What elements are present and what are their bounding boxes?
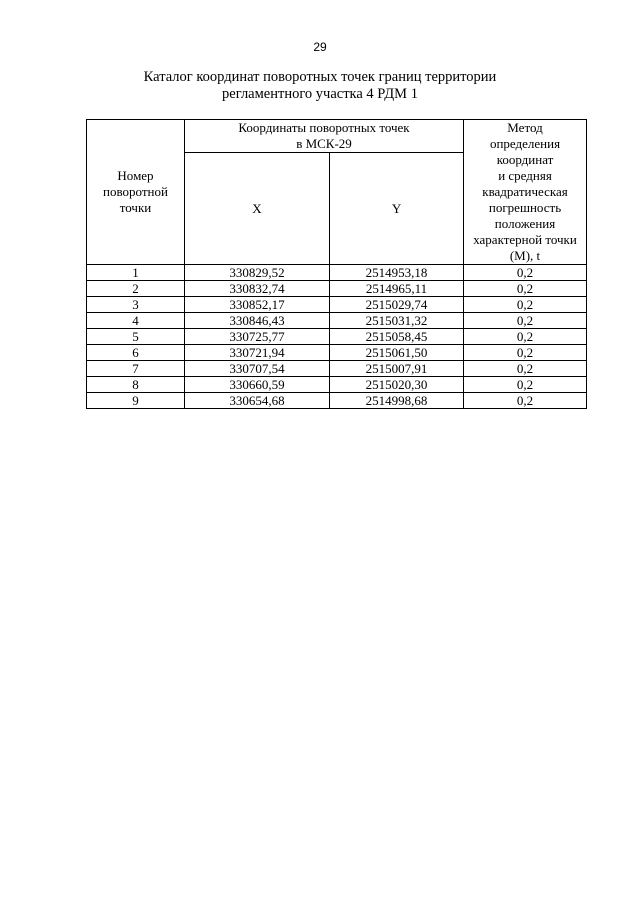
header-y: Y xyxy=(330,153,464,265)
cell-y: 2515058,45 xyxy=(330,329,464,345)
page-number: 29 xyxy=(313,40,327,54)
header-point-number: Номер поворотной точки xyxy=(87,120,185,265)
table-row xyxy=(87,313,587,329)
cell-y: 2514953,18 xyxy=(330,265,464,281)
cell-x: 330852,17 xyxy=(185,297,330,313)
coordinates-table xyxy=(86,119,587,409)
document-title-line-2: регламентного участка 4 РДМ 1 xyxy=(222,86,418,102)
cell-x: 330829,52 xyxy=(185,265,330,281)
table-row xyxy=(87,297,587,313)
cell-x: 330721,94 xyxy=(185,345,330,361)
table-row xyxy=(87,281,587,297)
cell-x: 330832,74 xyxy=(185,281,330,297)
header-coordinates: Координаты поворотных точек в МСК-29 xyxy=(185,120,464,153)
header-x: X xyxy=(185,153,330,265)
table-body xyxy=(87,265,587,409)
cell-number: 6 xyxy=(87,345,185,361)
table-row xyxy=(87,265,587,281)
table-row xyxy=(87,377,587,393)
cell-method: 0,2 xyxy=(464,313,587,329)
document-title xyxy=(60,69,580,103)
document-title-line-1: Каталог координат поворотных точек границ территории xyxy=(143,69,497,85)
cell-method: 0,2 xyxy=(464,377,587,393)
cell-number: 9 xyxy=(87,393,185,409)
cell-y: 2515061,50 xyxy=(330,345,464,361)
table-header xyxy=(87,120,587,265)
header-method: Метод определения координат и средняя квадратическая погрешность положения характерной точки (M), t xyxy=(464,120,587,265)
cell-method: 0,2 xyxy=(464,393,587,409)
cell-y: 2515007,91 xyxy=(330,361,464,377)
cell-method: 0,2 xyxy=(464,329,587,345)
header-row-coords xyxy=(87,120,587,153)
cell-x: 330846,43 xyxy=(185,313,330,329)
cell-method: 0,2 xyxy=(464,281,587,297)
cell-y: 2514998,68 xyxy=(330,393,464,409)
cell-x: 330725,77 xyxy=(185,329,330,345)
cell-number: 4 xyxy=(87,313,185,329)
table-row xyxy=(87,361,587,377)
cell-x: 330660,59 xyxy=(185,377,330,393)
cell-number: 2 xyxy=(87,281,185,297)
cell-number: 5 xyxy=(87,329,185,345)
cell-y: 2515031,32 xyxy=(330,313,464,329)
cell-number: 1 xyxy=(87,265,185,281)
table-row xyxy=(87,329,587,345)
table-row xyxy=(87,345,587,361)
cell-x: 330707,54 xyxy=(185,361,330,377)
cell-method: 0,2 xyxy=(464,345,587,361)
cell-number: 8 xyxy=(87,377,185,393)
cell-number: 3 xyxy=(87,297,185,313)
table-row xyxy=(87,393,587,409)
cell-method: 0,2 xyxy=(464,361,587,377)
cell-number: 7 xyxy=(87,361,185,377)
cell-method: 0,2 xyxy=(464,297,587,313)
cell-method: 0,2 xyxy=(464,265,587,281)
cell-y: 2515020,30 xyxy=(330,377,464,393)
cell-x: 330654,68 xyxy=(185,393,330,409)
cell-y: 2515029,74 xyxy=(330,297,464,313)
cell-y: 2514965,11 xyxy=(330,281,464,297)
